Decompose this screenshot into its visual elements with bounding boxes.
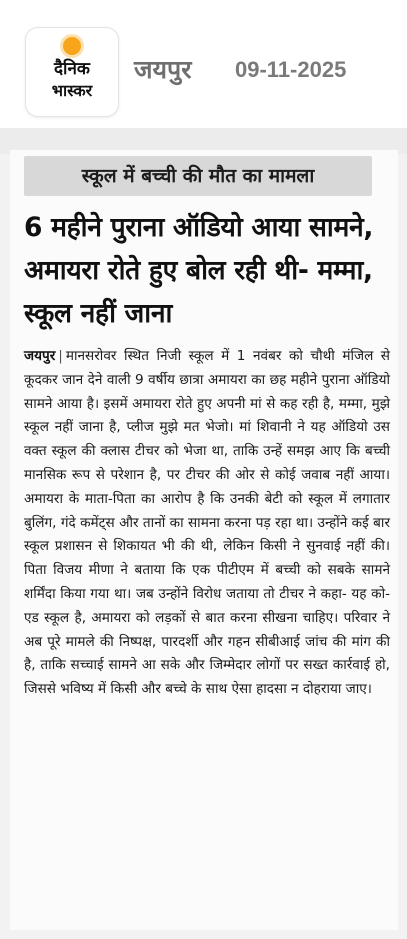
article-kicker: स्कूल में बच्ची की मौत का मामला: [24, 156, 372, 196]
dainik-bhaskar-logo[interactable]: [26, 28, 118, 116]
logo-text-line2: भास्कर: [51, 81, 93, 100]
article-body-text: मानसरोवर स्थित निजी स्कूल में 1 नवंबर को चौथी मंजिल से कूदकर जान देने वाली 9 वर्षीय छात्रा अमायरा का छह महीने पुराना ऑडियो सामने आया है। इसमें अमायरा रोते हुए अपनी मां से कह रही है, मम्मा, मुझे स्कूल नहीं जाना है, प्लीज मुझे मत भेजो। मां शिवानी ने यह ऑडियो उस वक्त स्कूल की क्लास टीचर को भेजा था, ताकि उन्हें समझ आए कि बच्ची मानसिक रूप से परेशान है, पर टीचर की ओर से कोई जवाब नहीं आया। अमायरा के माता-पिता का आरोप है कि उनकी बेटी को स्कूल में लगातार बुलिंग, गंदे कमेंट्स और तानों का सामना करना पड़ रहा था। उन्होंने कई बार स्कूल प्रशासन से शिकायत भी की थी, लेकिन किसी ने सुनवाई नहीं की। पिता विजय मीणा ने बताया कि एक पीटीएम में बच्ची को सबके सामने शर्मिंदा किया गया था। जब उन्होंने विरोध जताया तो टीचर ने कहा- यह को-एड स्कूल है, अमायरा को लड़कों से बात करना सीखना चाहिए। परिवार ने अब पूरे मामले की निष्पक्ष, पारदर्शी और गहन सीबीआई जांच की मांग की है, ताकि सच्चाई सामने आ सके और जिम्मेदार लोगों पर सख्त कार्रवाई हो, जिससे भविष्य में किसी और बच्चे के साथ ऐसा हादसा न दोहराया जाए।: [24, 348, 390, 698]
header-bar: [0, 0, 407, 128]
article-headline: 6 महीने पुराना ऑडियो आया सामने, अमायरा रोते हुए बोल रही थी- मम्मा, स्कूल नहीं जाना: [24, 212, 374, 329]
sun-icon: [63, 37, 81, 55]
logo-text-line1: दैनिक: [54, 59, 90, 79]
article-body: [24, 345, 390, 702]
dateline-divider: |: [58, 348, 63, 364]
edition-date: 09-11-2025: [235, 57, 347, 82]
edition-city: जयपुर: [134, 55, 192, 84]
article-dateline: जयपुर: [24, 348, 56, 364]
